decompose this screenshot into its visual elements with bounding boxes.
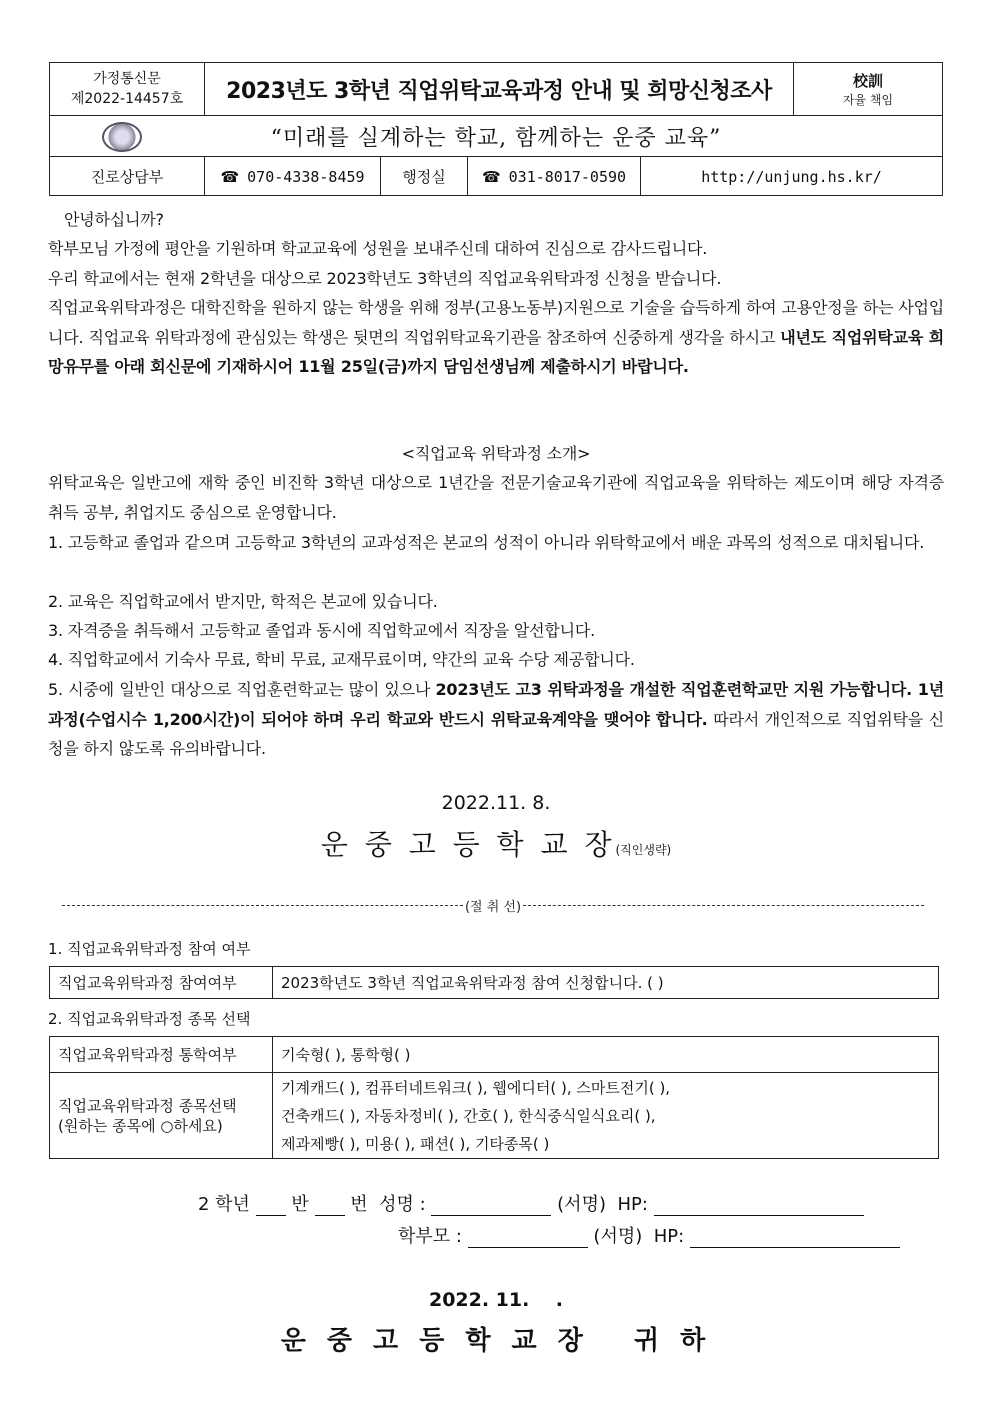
title-cell bbox=[205, 63, 794, 116]
intro-paragraph-text: 직업교육위탁과정은 대학진학을 원하지 않는 학생을 위해 정부(고용노동부)지원으로 기술을 습득하게 하여 고용안정을 하는 사업입니다. 직업교육 위탁과정에 관심있는 학생은 뒷면의 직업위탁교육기관을 참조하여 신중하게 생각을 하시고 bbox=[48, 298, 944, 347]
cut-dash-left bbox=[62, 905, 463, 906]
course-options-line-1[interactable]: 기계캐드( ), 컴퓨터네트워크( ), 웹에디터( ), 스마트전기( ), bbox=[281, 1078, 671, 1097]
question-1: 1. 직업교육위탁과정 참여 여부 bbox=[48, 940, 251, 958]
commute-label: 직업교육위탁과정 통학여부 bbox=[50, 1037, 273, 1073]
section-description: 위탁교육은 일반고에 재학 중인 비진학 3학년 대상으로 1년간을 전문기술교육기관에 직업교육을 위탁하는 제도이며 해당 자격증 취득 공부, 취업지도 중심으로 운영합니다. bbox=[48, 473, 944, 522]
school-emblem-icon bbox=[102, 122, 142, 152]
commute-field[interactable]: 기숙형( ), 통학형( ) bbox=[273, 1037, 939, 1073]
course-label-cell bbox=[50, 1073, 273, 1159]
course-options-line-3[interactable]: 제과제빵( ), 미용( ), 패션( ), 기타종목( ) bbox=[281, 1134, 550, 1153]
parent-label: 학부모 : bbox=[398, 1226, 462, 1247]
section-item-2: 2. 교육은 직업학교에서 받지만, 학적은 본교에 있습니다. bbox=[48, 592, 438, 611]
section-item-5-emphasis: 2023년도 고3 위탁과정을 개설한 직업훈련학교만 지원 가능합니다. 1년 과정(수업시수 1,200시간)이 되어야 하며 우리 학교와 반드시 위탁교육계약을 맺어야 합니다. bbox=[48, 680, 944, 729]
student-sign-note: (서명) bbox=[557, 1194, 606, 1215]
cut-line-label: (절 취 선) bbox=[464, 900, 522, 915]
phone-admin: 031-8017-0590 bbox=[508, 167, 627, 186]
addressee: 운 중 고 등 학 교 장 귀 하 bbox=[280, 1326, 712, 1356]
phone2-cell bbox=[468, 157, 641, 196]
reply-date: 2022. 11. . bbox=[428, 1289, 564, 1311]
student-name-input[interactable] bbox=[431, 1195, 551, 1216]
class-label: 반 bbox=[291, 1194, 309, 1215]
phone-icon: ☎ bbox=[481, 167, 501, 186]
motto-cell bbox=[793, 63, 942, 116]
course-label: 직업교육위탁과정 종목선택 bbox=[58, 1096, 237, 1115]
student-signature-line bbox=[198, 1190, 864, 1216]
class-input[interactable] bbox=[256, 1195, 286, 1216]
course-options[interactable] bbox=[273, 1073, 939, 1159]
cut-dash-right bbox=[523, 905, 924, 906]
website-cell bbox=[641, 157, 943, 196]
notice-number-cell bbox=[50, 63, 205, 116]
student-name-label: 성명 : bbox=[379, 1194, 426, 1215]
principal-signature bbox=[0, 823, 992, 863]
principal-title: 운 중 고 등 학 교 장 bbox=[320, 828, 616, 861]
intro-paragraph-emphasis: 내년도 직업위탁교육 희망유무를 아래 회신문에 기재하시어 11월 25일(금)까지 담임선생님께 제출하시기 바랍니다. bbox=[48, 327, 944, 376]
intro-paragraph bbox=[48, 293, 944, 382]
notice-number: 제2022-14457호 bbox=[70, 91, 184, 107]
seal-note: (직인생략) bbox=[615, 843, 672, 857]
parent-name-input[interactable] bbox=[468, 1227, 588, 1248]
section-item-4: 4. 직업학교에서 기숙사 무료, 학비 무료, 교재무료이며, 약간의 교육 수당 제공합니다. bbox=[48, 650, 635, 669]
grade-label: 2 학년 bbox=[198, 1194, 250, 1215]
question-2: 2. 직업교육위탁과정 종목 선택 bbox=[48, 1010, 251, 1028]
parent-hp-label: HP: bbox=[653, 1226, 685, 1247]
parent-sign-note: (서명) bbox=[593, 1226, 643, 1247]
intro-line-2: 우리 학교에서는 현재 2학년을 대상으로 2023학년도 3학년의 직업교육위탁과정 신청을 받습니다. bbox=[48, 269, 722, 288]
motto-label: 校訓 bbox=[852, 71, 883, 90]
number-input[interactable] bbox=[315, 1195, 345, 1216]
section-item-5-text: 5. 시중에 일반인 대상으로 직업훈련학교는 많이 있으나 bbox=[48, 680, 436, 699]
number-label: 번 bbox=[350, 1194, 368, 1215]
student-hp-input[interactable] bbox=[654, 1195, 864, 1216]
parent-signature-line bbox=[398, 1222, 900, 1248]
section-item-5-tail: 따라서 개인적으로 직업위탁을 신청을 하지 않도록 유의바랍니다. bbox=[48, 709, 944, 758]
document-title: 2023년도 3학년 직업위탁교육과정 안내 및 희망신청조사 bbox=[226, 78, 772, 104]
notice-date: 2022.11. 8. bbox=[441, 792, 551, 814]
phone1-cell bbox=[205, 157, 381, 196]
school-slogan: “미래를 실계하는 학교, 함께하는 운중 교육” bbox=[270, 125, 722, 151]
participation-table bbox=[49, 966, 939, 999]
participation-label: 직업교육위탁과정 참여여부 bbox=[50, 967, 273, 999]
dept1-cell bbox=[50, 157, 205, 196]
course-table bbox=[49, 1036, 939, 1159]
phone-icon: ☎ bbox=[220, 167, 240, 186]
phone-counseling: 070-4338-8459 bbox=[247, 167, 365, 186]
dept2-cell bbox=[381, 157, 468, 196]
section-title: <직업교육 위탁과정 소개> bbox=[401, 444, 591, 463]
section-item-1: 1. 고등학교 졸업과 같으며 고등학교 3학년의 교과성적은 본교의 성적이 아니라 위탁학교에서 배운 과목의 성적으로 대치됩니다. bbox=[48, 533, 925, 552]
header-table bbox=[49, 62, 943, 196]
course-label-hint: (원하는 종목에 ○하세요) bbox=[58, 1116, 223, 1135]
dept-admin: 행정실 bbox=[402, 167, 446, 186]
section-item-3: 3. 자격증을 취득해서 고등학교 졸업과 동시에 직업학교에서 직장을 알선합니다. bbox=[48, 621, 596, 640]
motto-text: 자율 책임 bbox=[842, 92, 894, 107]
greeting: 안녕하십니까? bbox=[64, 210, 164, 229]
dept-counseling: 진로상담부 bbox=[90, 167, 164, 186]
slogan-cell bbox=[50, 116, 943, 157]
student-hp-label: HP: bbox=[617, 1194, 648, 1215]
notice-type: 가정통신문 bbox=[93, 71, 161, 87]
section-item-5 bbox=[48, 675, 944, 764]
cut-line bbox=[62, 896, 924, 915]
parent-hp-input[interactable] bbox=[690, 1227, 900, 1248]
intro-line-1: 학부모님 가정에 평안을 기원하며 학교교육에 성원을 보내주신데 대하여 진심으로 감사드립니다. bbox=[48, 239, 708, 258]
school-website: http://unjung.hs.kr/ bbox=[701, 167, 882, 186]
participation-field[interactable]: 2023학년도 3학년 직업교육위탁과정 참여 신청합니다. ( ) bbox=[273, 967, 939, 999]
course-options-line-2[interactable]: 건축캐드( ), 자동차정비( ), 간호( ), 한식중식일식요리( ), bbox=[281, 1106, 656, 1125]
